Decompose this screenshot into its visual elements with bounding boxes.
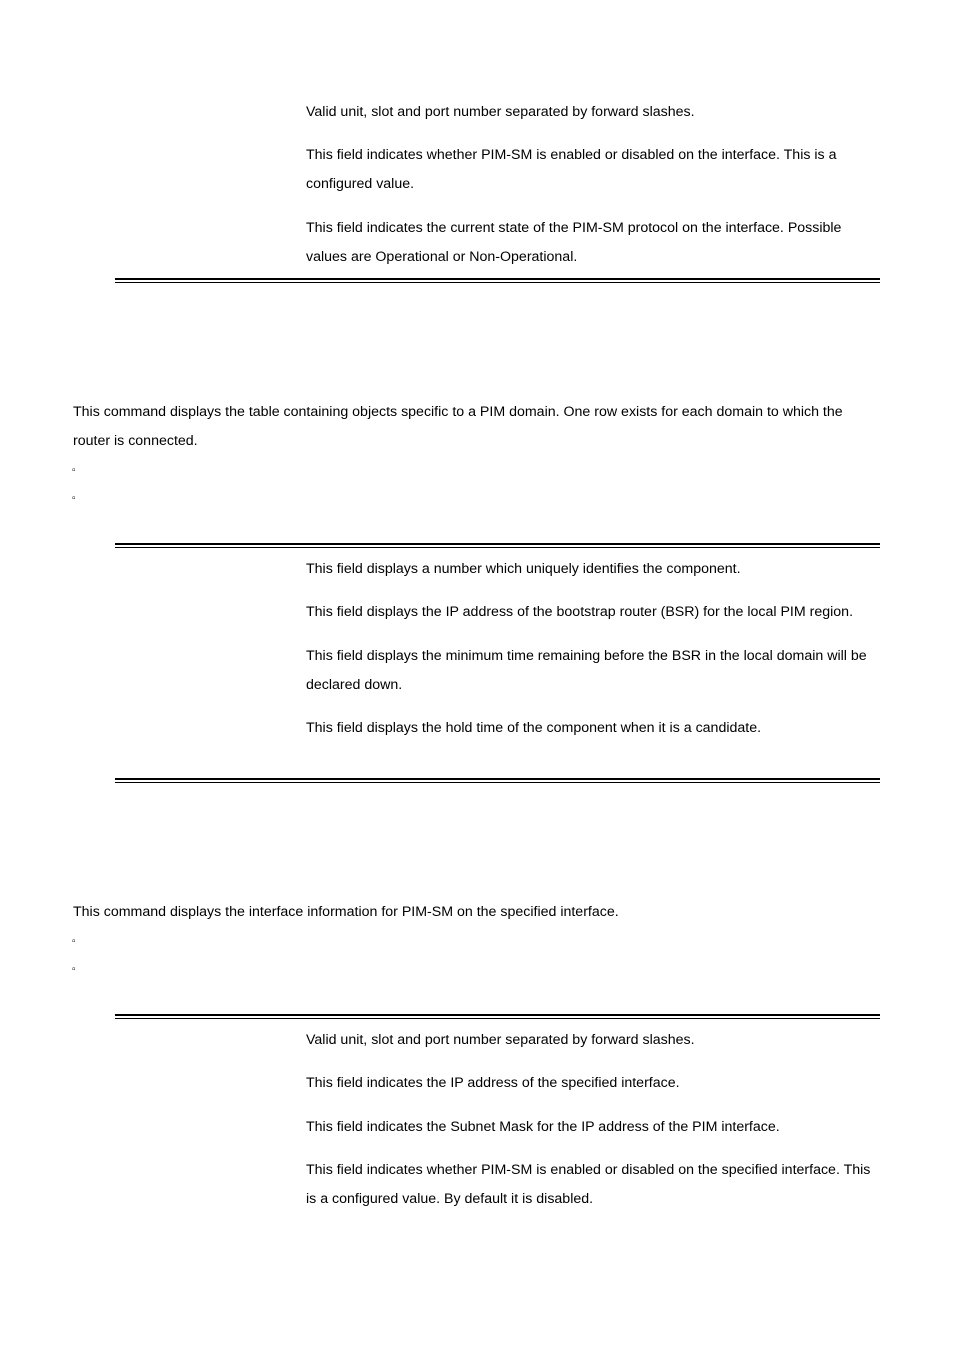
field-description: This field indicates the Subnet Mask for the IP address of the PIM interface. [306, 1119, 780, 1135]
field-description: This field displays the hold time of the component when it is a candidate. [306, 720, 762, 736]
field-description: This field displays a number which uniquely identifies the component. [306, 561, 741, 577]
field-description: This field indicates the IP address of the specified interface. [306, 1075, 680, 1091]
bullet-marker: ▫ [72, 493, 76, 504]
table-top-rule [115, 1014, 880, 1019]
field-description: This field indicates whether PIM-SM is enabled or disabled on the specified interface. This is a configured value. By default it is disabled. [306, 1162, 871, 1207]
table-bottom-rule [115, 278, 880, 283]
bullet-marker: ▫ [72, 465, 76, 476]
bullet-marker: ▫ [72, 936, 76, 947]
bullet-marker: ▫ [72, 964, 76, 975]
command-description: This command displays the table containing objects specific to a PIM domain. One row exists for each domain to which the router is connected. [73, 404, 843, 449]
field-description: This field displays the minimum time remaining before the BSR in the local domain will be declared down. [306, 648, 867, 693]
field-description: This field indicates whether PIM-SM is enabled or disabled on the interface. This is a configured value. [306, 147, 837, 192]
field-description: Valid unit, slot and port number separated by forward slashes. [306, 1032, 695, 1048]
command-description: This command displays the interface information for PIM-SM on the specified interface. [73, 904, 619, 920]
field-description: Valid unit, slot and port number separated by forward slashes. [306, 104, 695, 120]
table-bottom-rule [115, 778, 880, 783]
field-description: This field indicates the current state of the PIM-SM protocol on the interface. Possible values are Operational or Non-Operational. [306, 220, 842, 265]
field-description: This field displays the IP address of the bootstrap router (BSR) for the local PIM region. [306, 604, 854, 620]
table-top-rule [115, 543, 880, 548]
